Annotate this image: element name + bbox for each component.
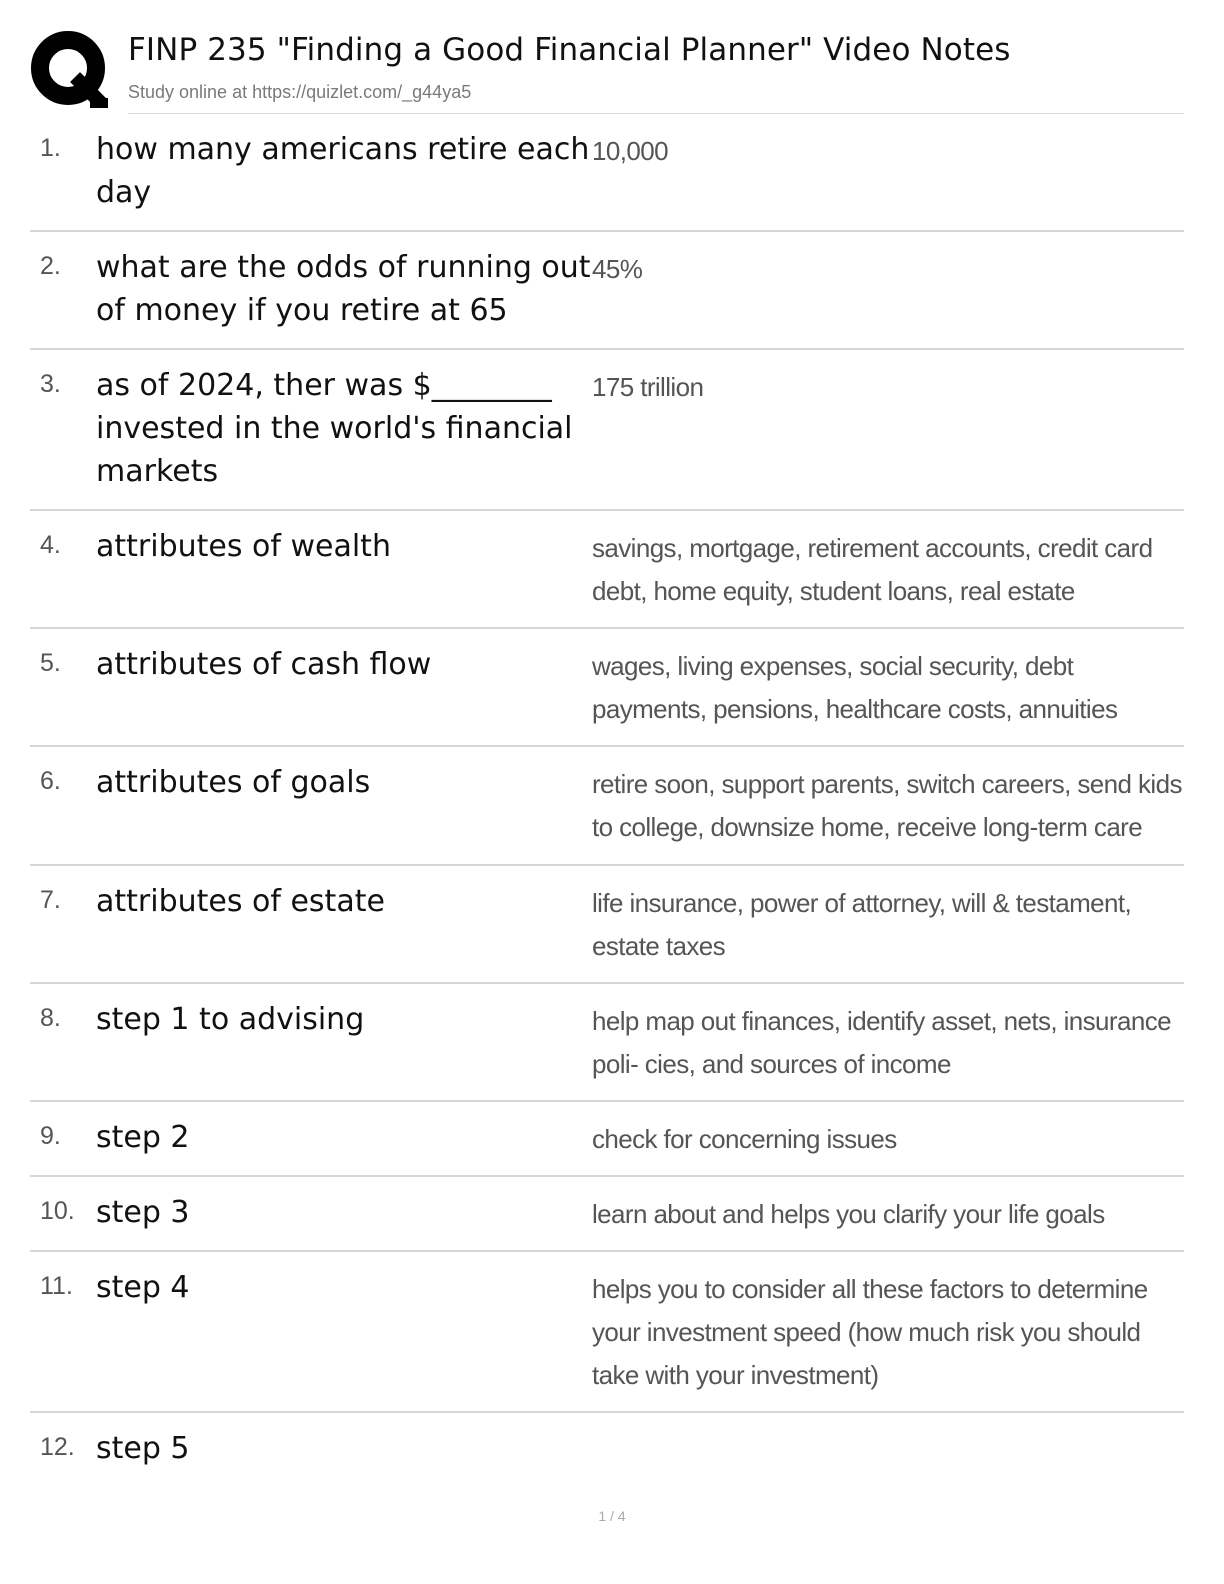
- card-number: 1.: [40, 134, 61, 162]
- card-definition: help map out finances, identify asset, nets, insurance poli- cies, and sources of income: [592, 1006, 1171, 1079]
- flashcard-row: [30, 114, 1184, 232]
- flashcard-row: [30, 1102, 1184, 1177]
- card-definition: wages, living expenses, social security, debt payments, pensions, healthcare costs, annuities: [592, 651, 1118, 724]
- flashcard-row: [30, 866, 1184, 984]
- flashcard-row: [30, 747, 1184, 866]
- card-number: 9.: [40, 1122, 61, 1150]
- flashcard-row: [30, 232, 1184, 350]
- page-title: FINP 235 "Finding a Good Financial Planner" Video Notes: [128, 32, 1011, 68]
- page-number: 1 / 4: [598, 1508, 626, 1524]
- card-number: 4.: [40, 531, 61, 559]
- card-term: as of 2024, ther was $________ invested in the world's financial markets: [96, 368, 573, 489]
- quizlet-logo-icon: [30, 30, 108, 108]
- card-term: step 4: [96, 1270, 190, 1305]
- card-definition: retire soon, support parents, switch careers, send kids to college, downsize home, receive long-term care: [592, 769, 1182, 842]
- card-definition: 45%: [592, 254, 643, 284]
- card-term: step 1 to advising: [96, 1002, 365, 1037]
- card-definition: check for concerning issues: [592, 1124, 897, 1154]
- flashcard-row: [30, 984, 1184, 1102]
- flashcard-row: [30, 1252, 1184, 1413]
- card-number: 8.: [40, 1004, 61, 1032]
- card-term: what are the odds of running out of money if you retire at 65: [96, 250, 591, 328]
- card-definition: 10,000: [592, 136, 668, 166]
- flashcard-row: [30, 511, 1184, 629]
- card-definition: life insurance, power of attorney, will & testament, estate taxes: [592, 888, 1132, 961]
- flashcard-row: [30, 1177, 1184, 1252]
- card-term: step 3: [96, 1195, 190, 1230]
- card-term: step 5: [96, 1431, 190, 1466]
- page-header: [30, 28, 1184, 112]
- card-number: 7.: [40, 886, 61, 914]
- study-online-link[interactable]: Study online at https://quizlet.com/_g44ya5: [128, 82, 472, 102]
- card-term: attributes of cash flow: [96, 647, 432, 682]
- card-definition: helps you to consider all these factors to determine your investment speed (how much risk you should take with your investment): [592, 1274, 1148, 1390]
- card-number: 10.: [40, 1197, 75, 1225]
- card-number: 11.: [40, 1272, 73, 1300]
- card-number: 12.: [40, 1433, 75, 1461]
- card-number: 2.: [40, 252, 61, 280]
- card-number: 5.: [40, 649, 61, 677]
- card-definition: learn about and helps you clarify your life goals: [592, 1199, 1105, 1229]
- card-term: attributes of wealth: [96, 529, 391, 564]
- card-definition: 175 trillion: [592, 372, 704, 402]
- flashcard-row: [30, 1413, 1184, 1493]
- card-term: how many americans retire each day: [96, 132, 590, 210]
- card-number: 3.: [40, 370, 61, 398]
- card-term: attributes of goals: [96, 765, 371, 800]
- flashcard-list: [30, 114, 1184, 1493]
- card-definition: savings, mortgage, retirement accounts, credit card debt, home equity, student loans, real estate: [592, 533, 1153, 606]
- card-term: attributes of estate: [96, 884, 385, 919]
- card-number: 6.: [40, 767, 61, 795]
- flashcard-row: [30, 629, 1184, 747]
- flashcard-row: [30, 350, 1184, 511]
- card-term: step 2: [96, 1120, 190, 1155]
